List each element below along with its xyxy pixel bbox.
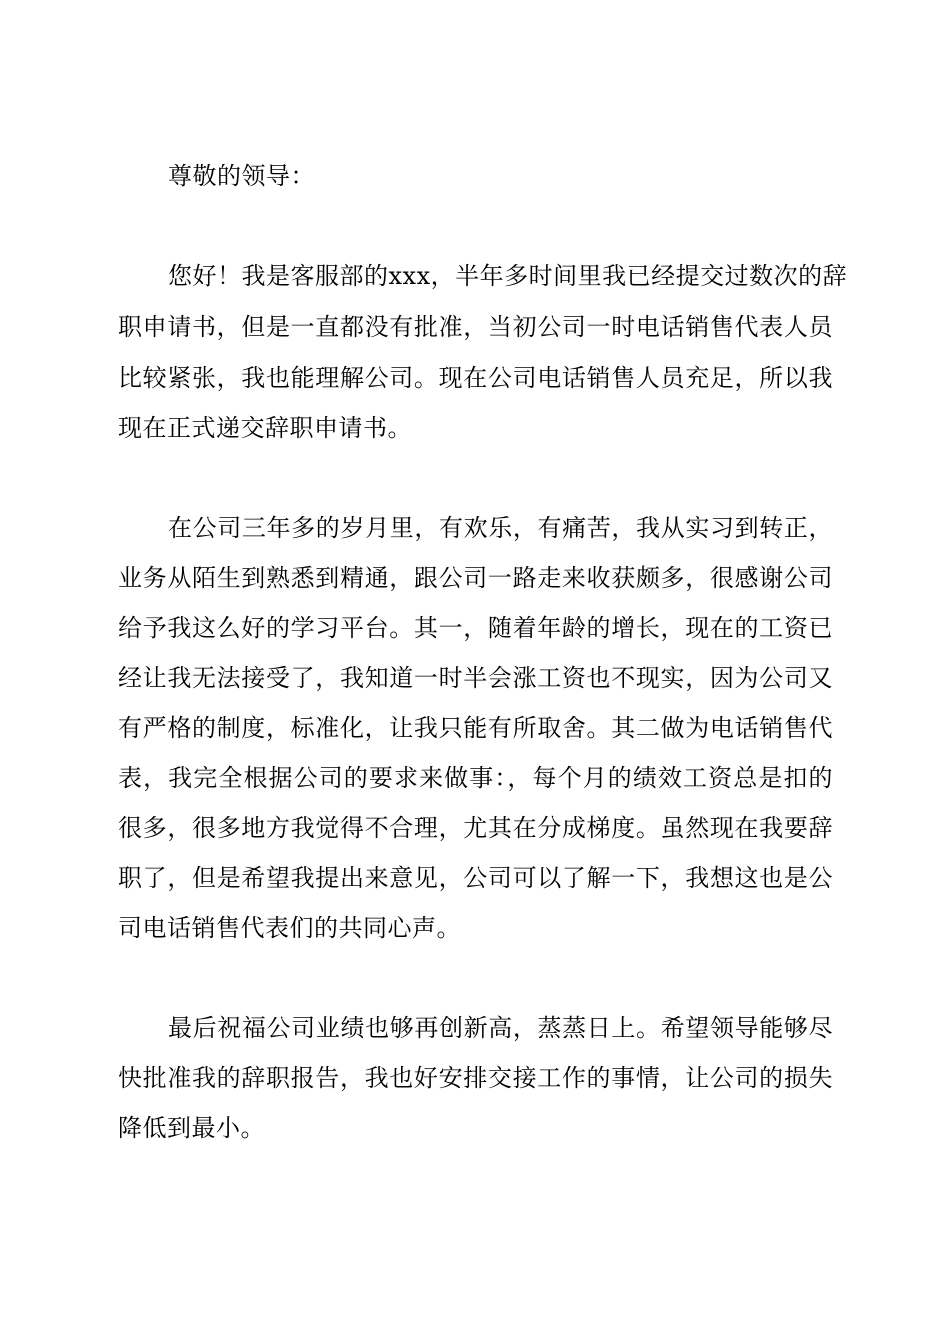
paragraph-2-line-4: 经让我无法接受了，我知道一时半会涨工资也不现实，因为公司又 [118, 664, 833, 692]
paragraph-2-line-6: 表，我完全根据公司的要求来做事：，每个月的绩效工资总是扣的 [118, 764, 833, 792]
paragraph-3-line-3: 降低到最小。 [118, 1114, 265, 1142]
paragraph-3-line-2: 快批准我的辞职报告，我也好安排交接工作的事情，让公司的损失 [118, 1064, 833, 1092]
paragraph-2-line-9: 司电话销售代表们的共同心声。 [118, 914, 461, 942]
paragraph-1-line-3: 比较紧张，我也能理解公司。现在公司电话销售人员充足，所以我 [118, 364, 833, 392]
paragraph-1-line-2: 职申请书，但是一直都没有批准，当初公司一时电话销售代表人员 [118, 313, 833, 341]
paragraph-2-line-8: 职了，但是希望我提出来意见，公司可以了解一下，我想这也是公 [118, 864, 833, 892]
paragraph-2-line-5: 有严格的制度，标准化，让我只能有所取舍。其二做为电话销售代 [118, 714, 833, 742]
salutation: 尊敬的领导： [168, 162, 315, 190]
paragraph-1-line-4: 现在正式递交辞职申请书。 [118, 414, 412, 442]
paragraph-2-line-7: 很多，很多地方我觉得不合理，尤其在分成梯度。虽然现在我要辞 [118, 814, 833, 842]
paragraph-2-line-1: 在公司三年多的岁月里，有欢乐，有痛苦，我从实习到转正， [168, 514, 833, 542]
paragraph-2-line-2: 业务从陌生到熟悉到精通，跟公司一路走来收获颇多，很感谢公司 [118, 564, 833, 592]
paragraph-2-line-3: 给予我这么好的学习平台。其一，随着年龄的增长，现在的工资已 [118, 614, 833, 642]
paragraph-3-line-1: 最后祝福公司业绩也够再创新高，蒸蒸日上。希望领导能够尽 [168, 1014, 833, 1042]
paragraph-1-line-1: 您好！我是客服部的xxx，半年多时间里我已经提交过数次的辞 [168, 262, 848, 290]
